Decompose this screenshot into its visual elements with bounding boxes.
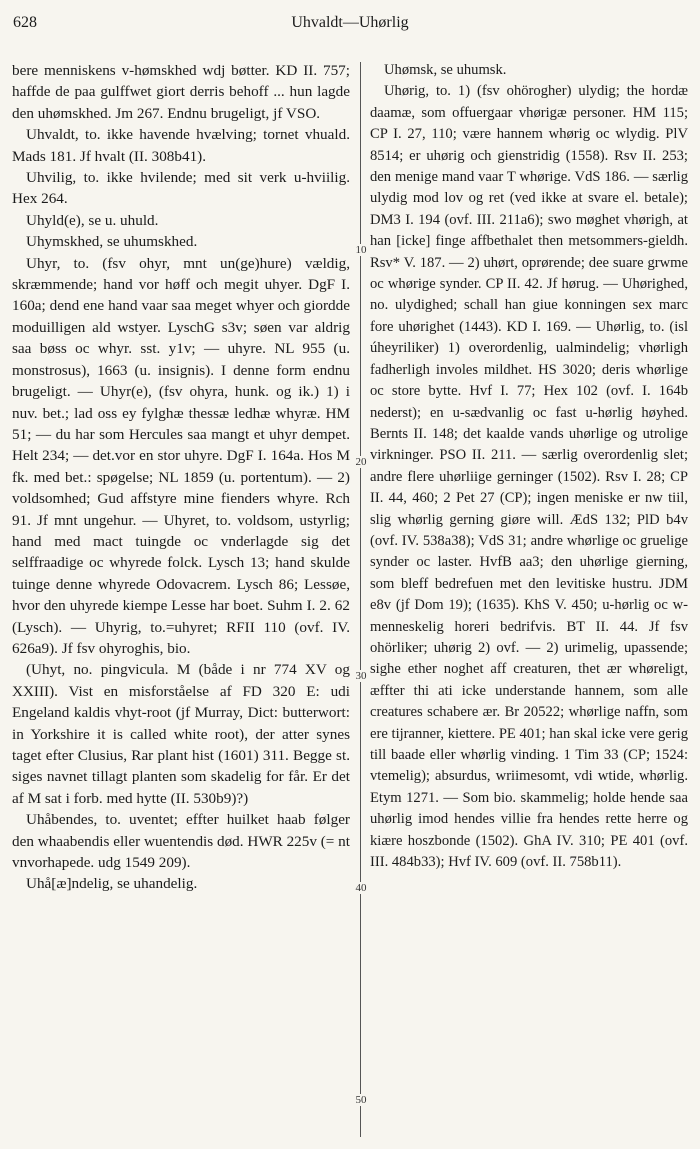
page-number: 628	[13, 14, 37, 31]
running-title: Uhvaldt—Uhørlig	[291, 14, 409, 31]
entry-uhabendes: Uhåbendes, to. uventet; effter huilket haab følger den whaabendis eller wuentendis død. HWR 225v (= nt vnvorhapede. udg 1549 209).	[12, 811, 350, 872]
column-divider	[360, 62, 361, 1137]
entry-uhymskhed: Uhymskhed, se uhumskhed.	[26, 233, 198, 251]
entry-uhomsk: Uhømsk, se uhumsk.	[384, 62, 507, 78]
entry-uhvaldt: Uhvaldt, to. ikke havende hvælving; tornet vhuald. Mads 181. Jf hvalt (II. 308b41).	[12, 126, 350, 165]
line-number: 40	[352, 882, 370, 894]
line-number: 20	[352, 456, 370, 468]
line-number: 30	[352, 670, 370, 682]
left-column	[12, 60, 350, 1140]
entry-uhvilig: Uhvilig, to. ikke hvilende; med sit verk u-hviilig. Hex 264.	[12, 169, 350, 208]
entry-uhyr: Uhyr, to. (fsv ohyr, mnt un(ge)hure) vældig, skræmmende; hand vor høff och megit uhyer. DgF I. 160a; dend ene hand vaar saa meget whyer och giordde moduilligen ald wstyer. LyschG s3v; søen var aldrig saa bøss oc whyr. sst. y1v; — uhyre. NL 955 (u. monstrosus), 1663 (u. insignis). I denne form endnu brugeligt. — Uhyr(e), (fsv ohyra, hunk. og ik.) 1) i nuv. bet.; lad oss ey fylghæ thessæ ledhæ whyræ. HM 51; — du har som Hercules saa mangt et uhyr dempet. Helt 234; — det.vor en stor uhyre. DgF I. 164a. Hos M fk. med bet.: spøgelse; NL 1859 (u. portentum). — 2) voldsomhed; Gud affstyre mine fienders whyre. Rch 91. Jf mnt ungehur. — Uhyret, to. voldsom, ustyrlig; hand med mact tuingde oc vnderlagde sig det selffraadige oc whyrede folck. Lysch 13; hand skulde tuinge denne whyrede Odovacrem. Lysch 86; Lessøe, hvor den uhyrede kiempe Lesse har boet. Suhm I. 2. 62 (Lysch). — Uhyrig, to.=uhyret; RFII 110 (ovf. IV. 626a9). Jf fsv ohyroghis, bio.	[12, 254, 350, 657]
line-number: 50	[352, 1094, 370, 1106]
page-header	[0, 14, 700, 38]
entry-continuation: bere menniskens v-hømskhed wdj bøtter. KD II. 757; haffde de paa gulffwet giort derris behoff ... hun lagde den uhømskhed. Jm 267. Endnu brugeligt, jf VSO.	[12, 62, 350, 122]
entry-uhyt: (Uhyt, no. pingvicula. M (både i nr 774 XV og XXIII). Vist en misforståelse af FD 320 E: udi Engeland kaldis vhyt-root (jf Murray, Dict: butterwort: in Yorkshire it is called white root), der atter synes taget efter Clusius, Rar plant hist (1601) 311. Begge st. siges navnet tillagt planten som skadelig for får. Er det af M sat i forb. med hytte (II. 530b9)?)	[12, 661, 350, 807]
entry-uhorig: Uhørig, to. 1) (fsv ohörogher) ulydig; the hordæ daamæ, som offuergaar vhørigæ personer. HM 115; CP I. 27, 110; være hannem whørig oc wlydig. PlV 8514; er uhørig och gienstridig (1558). Rsv II. 253; den menige mand vaar T whørige. VdS 186. — særlig ulydig mod lov og ret (ved ikke at svare el. betale); DM3 I. 194 (ovf. III. 211a6); swo møghet vhørigh, at han [icke] finge affbethalet then metsommers-gieldh. Rsv* V. 187. — 2) uhørt, oprørende; dee suare grwme oc whørige synder. CP II. 42. Jf hørug. — Uhørighed, no. ulydighed; schall han giue konningen sex marc fore uhørighet (1443). KD I. 169. — Uhørlig, to. (isl úheyriliker) 1) overordenlig, ualmindelig; vhørligh fadherligh involes mildhet. HS 3020; deris whørlige oc store bytte. Hvf I. 77; Hex 102 (ovf. I. 164b nederst); en u-sædvanlig oc fast u-hørlig høyhed. Bernts II. 148; det kaalde vands uhørlige og utrolige virkninger. PSO II. 211. — særlig overordenlig slet; andre flere uhørliige gerninger (1502). Rsv I. 28; CP II. 44, 460; 2 Pet 27 (CP); ingen meniske er nw tiil, slig whørlig gerning giøre will. ÆdS 132; PlD b4v (ovf. IV. 538a38); VdS 31; andre whørlige oc gruelige synder oc laster. HvfB aa3; den uhørlige gierning, som bleff bedrefuen met den levitiske hustru. JDM e8v (jf Dom 19); (1635). KhS V. 450; u-hørlig oc w-menneskelig horeri bedrifvis. BT II. 44. Jf fsv ohörliker; uhørig 2) ovf. — 2) urimelig, upassende; sighe ether noghet aff creaturen, thet ær whøreligt, æffter thi ati icke understande hannem, som alle creatures schabere ær. Br 20522; whørlige naffn, som ere tijranner, kiettere. PE 401; han skal icke vere gerig till baade eller whørlig vinding. 1 Tim 33 (CP; 1524: vtemelig); absurdus, wriimesomt, vdi wtide, whørlig. Etym 1271. — Som bio. skammelig; holde hende saa uhørlig imod hendes villie fra hendes rette herre og kiære hoszbonde (1502). GhA IV. 310; PE 401 (ovf. III. 484b33); Hvf IV. 609 (ovf. II. 758b11).	[370, 83, 688, 871]
entry-uhylde: Uhyld(e), se u. uhuld.	[26, 211, 159, 229]
entry-uhaendelig: Uhå[æ]ndelig, se uhandelig.	[26, 875, 198, 893]
line-number: 10	[352, 244, 370, 256]
right-column	[370, 60, 688, 1140]
